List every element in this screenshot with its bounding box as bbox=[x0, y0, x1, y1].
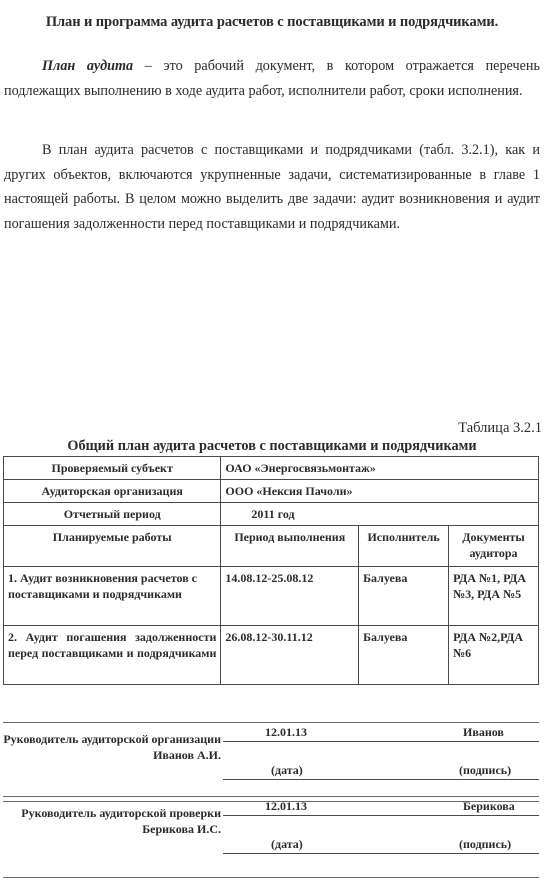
signature-date: 12.01.13 bbox=[265, 799, 307, 813]
subject-value: ОАО «Энергосвязьмонтаж» bbox=[221, 457, 539, 480]
table-row bbox=[4, 567, 539, 626]
signature-caption: (подпись) bbox=[459, 763, 512, 777]
docs-cell: РДА №2,РДА №6 bbox=[449, 626, 539, 685]
period-cell: 26.08.12-30.11.12 bbox=[221, 626, 359, 685]
period-value: 2011 год bbox=[221, 503, 539, 526]
header-period: Период выполнения bbox=[221, 526, 359, 567]
header-works: Планируемые работы bbox=[4, 526, 221, 567]
org-value: ООО «Нексия Пачоли» bbox=[221, 480, 539, 503]
table-row bbox=[4, 457, 539, 480]
signature-role: Руководитель аудиторской организации Иванов А.И. bbox=[3, 732, 221, 762]
subject-label: Проверяемый субъект bbox=[4, 457, 221, 480]
signature-line bbox=[223, 853, 539, 854]
signature-block-org-head bbox=[3, 722, 539, 802]
date-caption: (дата) bbox=[271, 837, 303, 851]
period-label: Отчетный период bbox=[4, 503, 221, 526]
term-audit-plan: План аудита bbox=[42, 58, 134, 74]
org-label: Аудиторская организация bbox=[4, 480, 221, 503]
signature-line bbox=[223, 741, 539, 742]
signature-date: 12.01.13 bbox=[265, 725, 307, 739]
signature-block-audit-head bbox=[3, 796, 539, 878]
signature-line bbox=[223, 815, 539, 816]
table-header-row bbox=[4, 526, 539, 567]
table-reference: Таблица 3.2.1 bbox=[458, 420, 542, 436]
page-heading: План и программа аудита расчетов с поставщиками и подрядчиками. bbox=[45, 14, 499, 30]
definition-text: – это рабочий документ, в котором отражается перечень подлежащих выполнению в ходе аудита работ, исполнители работ, сроки исполнения. bbox=[4, 58, 540, 99]
signature-line bbox=[223, 779, 539, 780]
signature-role: Руководитель аудиторской проверки Берикова И.С. bbox=[21, 806, 221, 836]
header-executor: Исполнитель bbox=[359, 526, 449, 567]
docs-cell: РДА №1, РДА №3, РДА №5 bbox=[449, 567, 539, 626]
table-row bbox=[4, 480, 539, 503]
paragraph-audit-plan-definition bbox=[4, 54, 540, 103]
signature-caption: (подпись) bbox=[459, 837, 512, 851]
period-cell: 14.08.12-25.08.12 bbox=[221, 567, 359, 626]
paragraph-audit-tasks-text: В план аудита расчетов с поставщиками и подрядчиками (табл. 3.2.1), как и других объектов, включаются укрупненные задачи, систематизированные в главе 1 настоящей работы. В целом можно выделить две задачи: аудит возникновения и аудит погашения задолженности перед поставщиками и подрядчиками. bbox=[4, 142, 540, 232]
date-caption: (дата) bbox=[271, 763, 303, 777]
header-docs: Документы аудитора bbox=[449, 526, 539, 567]
table-title: Общий план аудита расчетов с поставщиками и подрядчиками bbox=[67, 438, 477, 454]
executor-cell: Балуева bbox=[359, 567, 449, 626]
signature-name: Берикова bbox=[463, 799, 515, 813]
paragraph-audit-tasks bbox=[4, 138, 540, 236]
audit-plan-table bbox=[3, 456, 539, 685]
table-row bbox=[4, 626, 539, 685]
signature-name: Иванов bbox=[463, 725, 504, 739]
executor-cell: Балуева bbox=[359, 626, 449, 685]
work-cell: 2. Аудит погашения задолженности перед поставщиками и подрядчиками bbox=[4, 626, 221, 685]
table-row bbox=[4, 503, 539, 526]
work-cell: 1. Аудит возникновения расчетов с поставщиками и подрядчиками bbox=[4, 567, 221, 626]
